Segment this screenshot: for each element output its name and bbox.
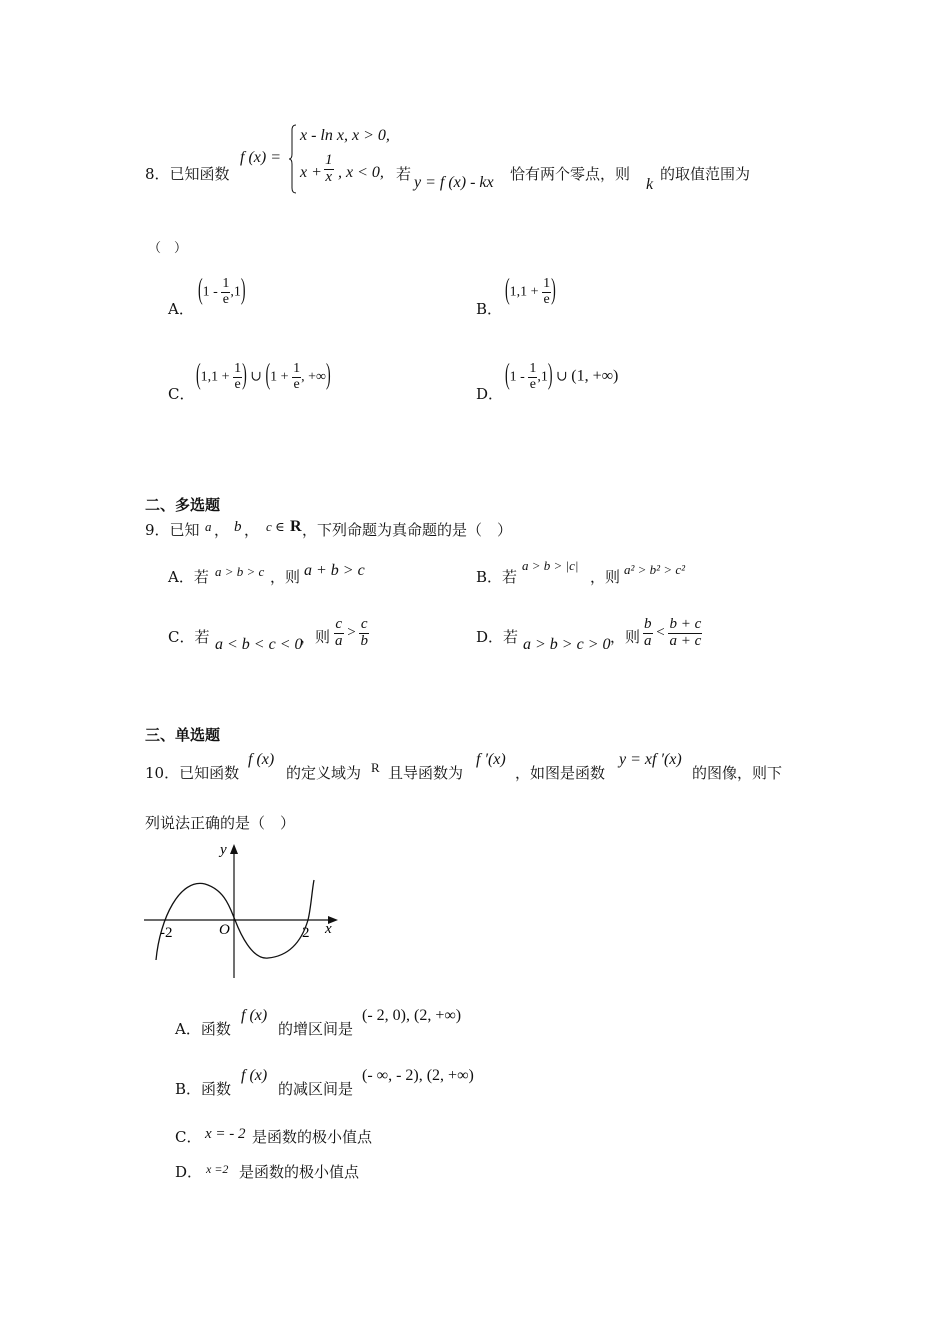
q10-t4: 的图像，则下 — [692, 764, 783, 782]
q8-option-d-interval: (1 - $\frac{1}{e}$ ,1) ∪ (1, +∞) — [505, 360, 619, 392]
q8-case2-frac-num: 1 — [325, 152, 333, 168]
q10-line2: 列说法正确的是（ ） — [145, 814, 296, 832]
q10-option-a-text: 的增区间是 — [278, 1020, 354, 1038]
q9-a: a — [205, 519, 212, 534]
graph-neg2-label: -2 — [160, 925, 173, 941]
q8-function-lhs: f (x) = — [240, 149, 281, 166]
q8-option-a-interval: (1 - $\frac{1}{e}$ ,1) — [198, 275, 246, 307]
q9-option-d-result: $\frac{b}{a}$ < $\frac{b + c}{a + c}$ — [644, 616, 702, 649]
q10-t3: ，如图是函数 — [515, 764, 606, 782]
q10-t2: 且导函数为 — [388, 764, 464, 782]
q10-R: R — [371, 760, 380, 775]
q8-tail: 的取值范围为 — [660, 165, 751, 183]
q8-brace-icon — [289, 124, 297, 194]
q9-comma-2: ， — [244, 521, 260, 539]
q9-option-b-result: a² > b² > c² — [624, 562, 686, 577]
graph-y-label: y — [220, 842, 227, 858]
q9-option-b-ze: ，则 — [590, 568, 621, 586]
q9-option-c-ze: ，则 — [300, 628, 331, 646]
q8-answer-paren: （ ） — [148, 241, 188, 256]
q8-number: 8．已知函数 — [145, 165, 230, 183]
q10-fx: f (x) — [248, 751, 275, 768]
graph-origin-label: O — [219, 922, 230, 938]
q10-option-a-interval: (- 2, 0), (2, +∞) — [362, 1007, 462, 1024]
q10-option-c-label: C． — [175, 1128, 202, 1146]
q8-mid: 恰有两个零点，则 — [510, 165, 631, 183]
q8-option-a-label: A． — [168, 300, 194, 318]
q10-option-b-interval: (- ∞, - 2), (2, +∞) — [362, 1067, 474, 1084]
graph-pos2-label: 2 — [302, 925, 310, 941]
q9-comma-1: ， — [214, 521, 230, 539]
q8-option-c-label: C． — [168, 385, 195, 403]
q8-k: k — [646, 176, 654, 193]
q8-case2-pre: x + — [300, 164, 322, 181]
q10-option-b-text: 的减区间是 — [278, 1080, 354, 1098]
graph-y-axis-arrow-icon — [230, 844, 238, 854]
q10-t1: 的定义域为 — [286, 764, 362, 782]
q9-c: c ∈ — [266, 519, 285, 534]
q8-expr: y = f (x) - kx — [414, 174, 494, 191]
q10-option-c-eq: x = - 2 — [205, 1126, 246, 1142]
q10-option-b-fx: f (x) — [241, 1067, 268, 1084]
q8-ruo: 若 — [396, 165, 412, 183]
q10-option-a-label: A．函数 — [175, 1020, 231, 1038]
q10-option-c-text: 是函数的极小值点 — [252, 1128, 373, 1146]
q10-expr: y = xf ′(x) — [619, 751, 682, 768]
q8-option-d-label: D． — [476, 385, 504, 403]
q8-case2-frac-den: x — [325, 168, 333, 185]
q9-option-a-result: a + b > c — [304, 562, 365, 579]
q8-case1: x - ln x, x > 0, — [300, 127, 390, 144]
q10-fpx: f ′(x) — [476, 751, 506, 768]
q9-option-c-result: $\frac{c}{a}$ > $\frac{c}{b}$ — [335, 616, 368, 649]
q8-case2-fraction — [324, 153, 334, 186]
q9-option-b-cond: a > b > |c| — [522, 558, 579, 573]
section-heading-multi-choice: 二、多选题 — [145, 496, 221, 514]
q8-option-b-interval: (1,1 + $\frac{1}{e}$ ) — [505, 275, 556, 307]
q8-option-c-interval: (1,1 + $\frac{1}{e}$ ) ∪ (1 + $\frac{1}{e}$ , +∞) — [196, 360, 331, 392]
q9-b: b — [234, 519, 242, 535]
q10-graph — [140, 838, 350, 980]
q9-option-b-label: B．若 — [476, 568, 518, 586]
q9-option-a-cond: a > b > c — [215, 564, 265, 579]
q9-option-a-label: A．若 — [168, 568, 209, 586]
q9-option-a-ze: ，则 — [270, 568, 301, 586]
q10-number: 10．已知函数 — [145, 764, 240, 782]
q9-option-c-label: C．若 — [168, 628, 210, 646]
q9-option-d-label: D．若 — [476, 628, 519, 646]
q9-option-c-cond: a < b < c < 0 — [215, 636, 303, 653]
q10-option-d-text: 是函数的极小值点 — [239, 1163, 360, 1181]
q8-case2-post: , x < 0, — [338, 164, 384, 181]
q10-option-b-label: B．函数 — [175, 1080, 232, 1098]
q10-option-a-fx: f (x) — [241, 1007, 268, 1024]
q9-R: R — [290, 518, 302, 535]
q9-number: 9．已知 — [145, 521, 200, 539]
graph-x-label: x — [325, 921, 332, 937]
q8-option-b-label: B． — [476, 300, 503, 318]
q9-option-d-cond: a > b > c > 0 — [523, 636, 611, 653]
q10-option-d-eq: x =2 — [206, 1162, 229, 1176]
q9-option-d-ze: ，则 — [610, 628, 641, 646]
section-heading-single-choice: 三、单选题 — [145, 726, 221, 744]
q10-option-d-label: D． — [175, 1163, 203, 1181]
q9-tail: ，下列命题为真命题的是（ ） — [302, 521, 513, 539]
